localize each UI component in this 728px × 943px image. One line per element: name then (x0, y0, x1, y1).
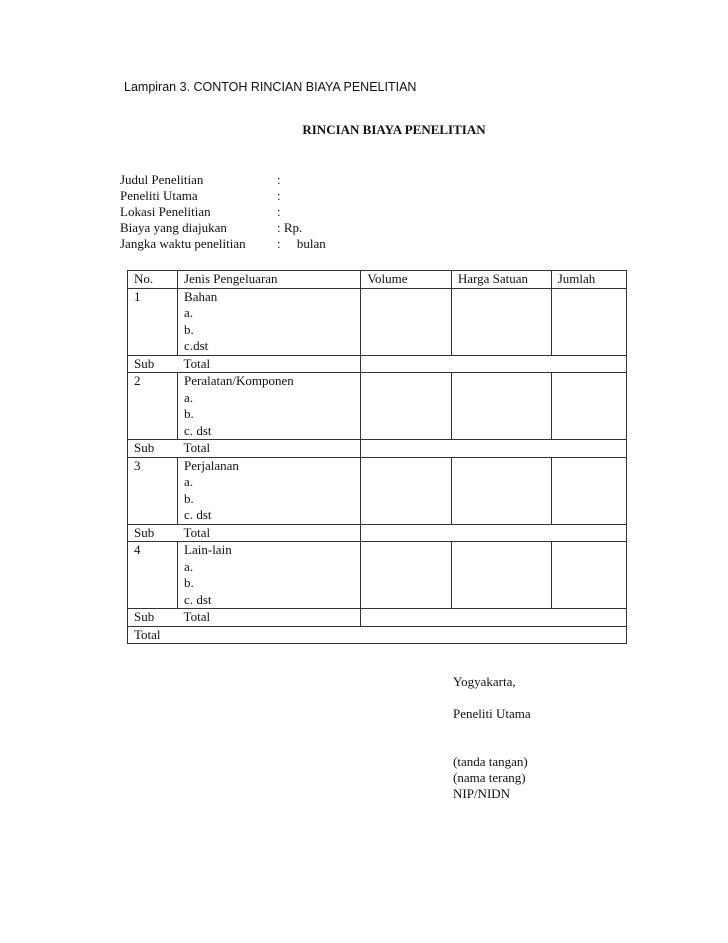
signature-sign: (tanda tangan) (453, 754, 528, 769)
table-header-row (128, 271, 627, 289)
jumlah-cell (551, 542, 626, 609)
signature-role: Peneliti Utama (453, 706, 531, 721)
item-line: a. (184, 389, 194, 405)
subtotal-sub: Sub (128, 440, 178, 458)
subtotal-sub: Sub (128, 609, 178, 627)
volume-cell (361, 288, 452, 355)
attachment-heading: Lampiran 3. CONTOH RINCIAN BIAYA PENELITIAN (124, 80, 417, 94)
jumlah-cell (551, 288, 626, 355)
subtotal-label: Total (178, 524, 361, 542)
info-value: : (277, 204, 281, 219)
subtotal-row (128, 609, 627, 627)
group-items (178, 542, 361, 609)
cost-table (127, 270, 627, 644)
group-name: Bahan (184, 288, 218, 304)
group-items (178, 457, 361, 524)
info-value: : (277, 188, 281, 203)
total-spacer (551, 626, 626, 644)
subtotal-spacer (451, 355, 551, 373)
group-no: 1 (128, 288, 178, 355)
total-spacer (451, 626, 551, 644)
subtotal-spacer (551, 524, 626, 542)
header-no: No. (128, 271, 178, 289)
subtotal-spacer (361, 609, 452, 627)
item-line: c. dst (184, 422, 212, 438)
item-line: b. (184, 575, 194, 590)
subtotal-spacer (361, 355, 452, 373)
subtotal-row (128, 355, 627, 373)
item-line: c. dst (184, 507, 212, 522)
jumlah-cell (551, 457, 626, 524)
volume-cell (361, 457, 452, 524)
item-line: b. (184, 490, 194, 506)
group-name: Perjalanan (184, 457, 239, 473)
group-no: 4 (128, 542, 178, 609)
item-line: a. (184, 305, 194, 320)
subtotal-label: Total (178, 609, 361, 627)
grand-total-label: Total (128, 626, 178, 644)
subtotal-spacer (451, 524, 551, 542)
group-no: 3 (128, 457, 178, 524)
subtotal-sub: Sub (128, 355, 178, 373)
group-name: Lain-lain (184, 542, 232, 557)
info-value: : (277, 172, 281, 187)
jumlah-cell (551, 373, 626, 440)
volume-cell (361, 373, 452, 440)
item-line: b. (184, 406, 194, 421)
subtotal-row (128, 524, 627, 542)
table-row (128, 373, 627, 440)
group-no: 2 (128, 373, 178, 440)
table-row (128, 457, 627, 524)
subtotal-label: Total (178, 440, 361, 458)
subtotal-spacer (551, 609, 626, 627)
item-line: c.dst (184, 338, 209, 353)
item-line: a. (184, 558, 194, 574)
header-jenis: Jenis Pengeluaran (178, 271, 361, 289)
subtotal-spacer (451, 609, 551, 627)
signature-id: NIP/NIDN (453, 786, 511, 801)
info-value: : Rp. (277, 220, 303, 235)
harga-cell (451, 457, 551, 524)
signature-city: Yogyakarta, (453, 674, 516, 689)
harga-cell (451, 373, 551, 440)
subtotal-row (128, 440, 627, 458)
header-jumlah: Jumlah (551, 271, 626, 289)
subtotal-spacer (361, 440, 452, 458)
info-label: Judul Penelitian (120, 172, 204, 187)
item-line: b. (184, 321, 194, 337)
group-name: Peralatan/Komponen (184, 373, 294, 388)
subtotal-spacer (551, 440, 626, 458)
group-items (178, 373, 361, 440)
group-items (178, 288, 361, 355)
document-title: RINCIAN BIAYA PENELITIAN (302, 122, 486, 137)
info-label: Jangka waktu penelitian (120, 236, 246, 251)
table-row (128, 288, 627, 355)
grand-total-row (128, 626, 627, 644)
info-label: Peneliti Utama (120, 188, 198, 203)
item-line: c. dst (184, 591, 212, 607)
info-value: : bulan (277, 236, 326, 251)
header-harga: Harga Satuan (451, 271, 551, 289)
info-label: Lokasi Penelitian (120, 204, 211, 219)
signature-name: (nama terang) (453, 770, 526, 785)
subtotal-spacer (551, 355, 626, 373)
item-line: a. (184, 474, 194, 489)
subtotal-spacer (361, 524, 452, 542)
total-spacer (361, 626, 452, 644)
subtotal-label: Total (178, 355, 361, 373)
header-volume: Volume (361, 271, 452, 289)
table-row (128, 542, 627, 609)
harga-cell (451, 542, 551, 609)
info-label: Biaya yang diajukan (120, 220, 227, 235)
subtotal-spacer (451, 440, 551, 458)
volume-cell (361, 542, 452, 609)
subtotal-sub: Sub (128, 524, 178, 542)
total-spacer (178, 626, 361, 644)
harga-cell (451, 288, 551, 355)
